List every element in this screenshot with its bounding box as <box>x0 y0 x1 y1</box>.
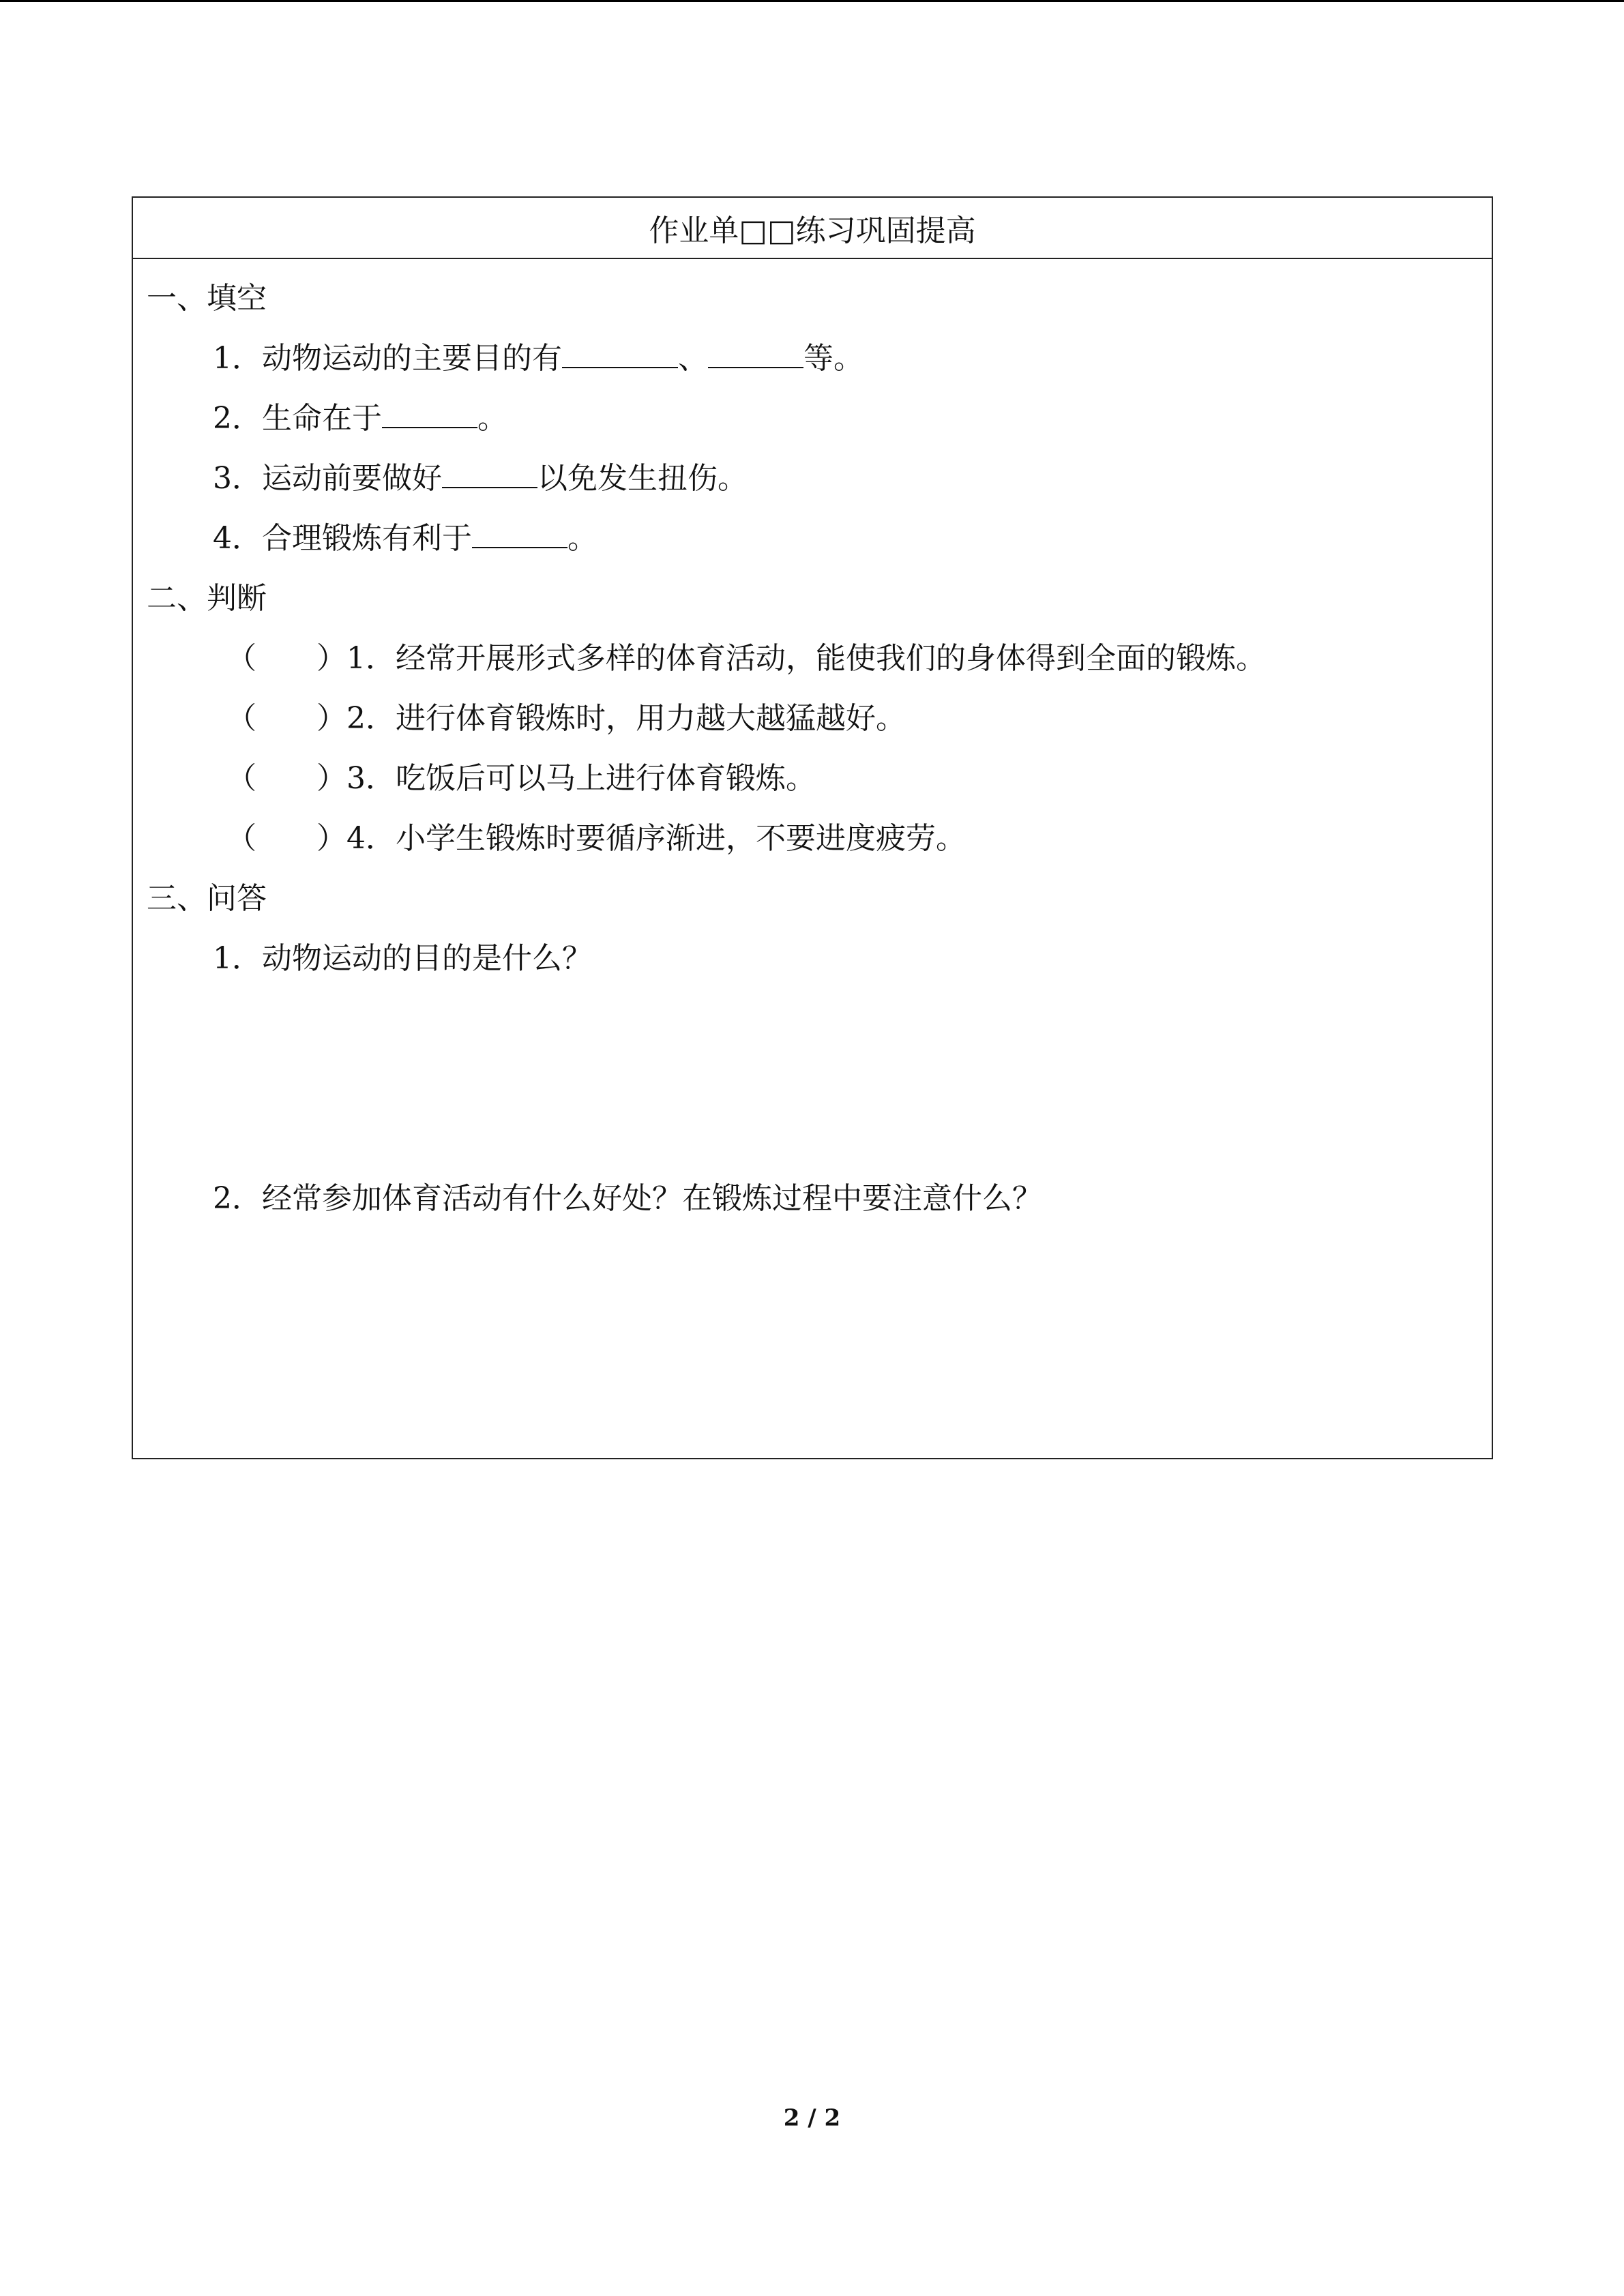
section-qa-heading: 三、问答 <box>147 881 267 916</box>
qa-question-1: 1．动物运动的目的是什么？ <box>213 941 592 976</box>
judgment-item-2: （ ）2．进行体育锻炼时，用力越大越猛越好。 <box>226 701 906 736</box>
fill-blank-question-3: 3．运动前要做好 以免发生扭伤。 <box>213 461 748 496</box>
qa-question-2: 2．经常参加体育活动有什么好处？在锻炼过程中要注意什么？ <box>213 1181 1042 1216</box>
worksheet-title <box>133 198 1492 259</box>
worksheet-title-text: 作业单□□练习巩固提高 <box>649 213 976 248</box>
answer-blank-3[interactable] <box>442 462 537 488</box>
section-fill-blank-heading: 一、填空 <box>147 281 267 316</box>
fill-blank-question-2: 2．生命在于 。 <box>213 401 507 436</box>
answer-blank-1a[interactable] <box>562 342 678 368</box>
judgment-item-4: （ ）4．小学生锻炼时要循序渐进，不要进度疲劳。 <box>226 821 966 856</box>
fill-blank-question-4: 4．合理锻炼有利于 。 <box>213 521 597 556</box>
judgment-item-3: （ ）3．吃饭后可以马上进行体育锻炼。 <box>226 761 816 796</box>
answer-blank-4[interactable] <box>472 522 567 548</box>
section-judgment-heading: 二、判断 <box>147 581 267 616</box>
worksheet-table <box>132 196 1493 1459</box>
answer-blank-1b[interactable] <box>708 342 803 368</box>
top-border-rule <box>0 0 1624 2</box>
judgment-item-1: （ ）1．经常开展形式多样的体育活动，能使我们的身体得到全面的锻炼。 <box>226 641 1266 676</box>
page-number: 2 / 2 <box>783 2104 841 2132</box>
answer-blank-2[interactable] <box>382 402 477 428</box>
fill-blank-question-1: 1．动物运动的主要目的有 、 等。 <box>213 341 863 376</box>
